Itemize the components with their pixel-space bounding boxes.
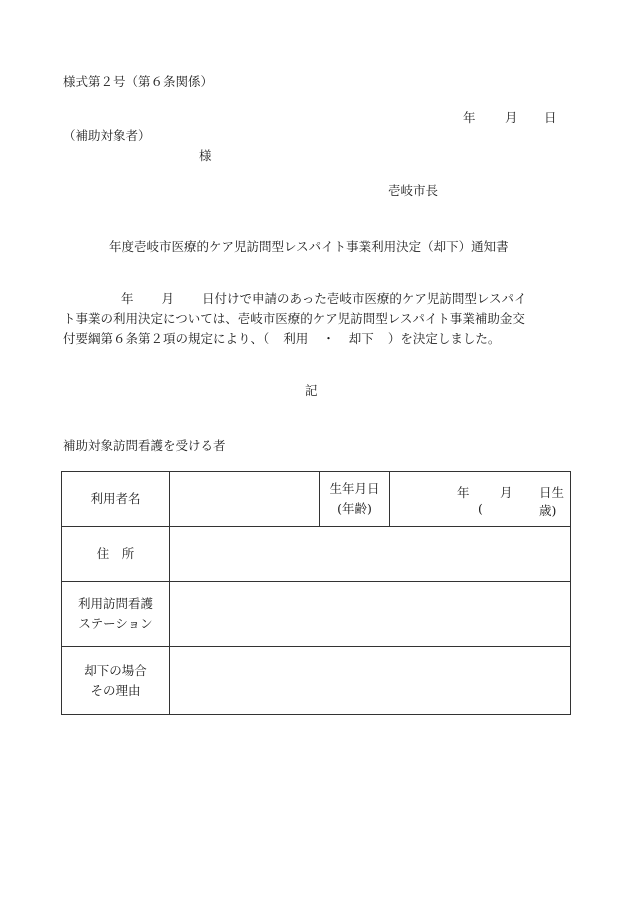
address-label: 住 所 [62,527,170,582]
age-open: ( [478,501,483,516]
date-day: 日 [544,110,557,125]
option-use: 利用 [283,331,309,346]
table-row-address [62,527,571,582]
reason-label-2: その理由 [90,682,141,698]
station-label-2: ステーション [78,616,153,631]
age-close: 歳) [539,503,557,518]
body-line-2: ト事業の利用決定については、壱岐市医療的ケア児訪問型レスパイト事業補助金交 [63,311,525,326]
birth-label-2: (年齢) [337,501,372,516]
user-name-field [170,472,320,527]
date-month: 月 [505,110,518,125]
birth-label-1: 生年月日 [329,481,380,496]
recipient-info-table [61,471,571,715]
issuer-name: 壱岐市長 [388,183,439,198]
birth-year: 年 [457,485,470,500]
table-row-station [62,582,571,647]
notice-body [63,289,563,349]
station-label-cell [62,582,170,647]
table-row-reason [62,647,571,715]
reason-label-1: 却下の場合 [84,662,147,678]
option-reject: 却下 [348,331,374,346]
birth-day: 日生 [539,485,565,500]
recipient-label: （補助対象者） [63,128,151,143]
station-field [170,582,571,647]
body-year: 年 [121,291,134,306]
option-separator: ・ [322,331,335,346]
station-label-1: 利用訪問看護 [77,596,153,611]
birth-month: 月 [500,485,513,500]
ki-heading: 記 [305,383,318,398]
body-line-3-prefix: 付要綱第６条第２項の規定により、（ [63,331,270,346]
reason-label-cell [62,647,170,715]
body-line-1-rest: 日付けで申請のあった壱岐市医療的ケア児訪問型レスパイ [202,291,527,306]
body-line-3-suffix: ）を決定しました。 [387,331,501,346]
section-label: 補助対象訪問看護を受ける者 [63,438,226,453]
address-field [170,527,571,582]
body-month: 月 [161,291,175,306]
recipient-honorific: 様 [199,148,212,163]
document-title: 年度壱岐市医療的ケア児訪問型レスパイト事業利用決定（却下）通知書 [109,239,509,254]
user-name-label: 利用者名 [62,472,170,527]
reason-field [170,647,571,715]
body-line-1 [63,289,563,309]
birth-label-cell [320,472,390,527]
body-line-3 [63,329,563,349]
date-year: 年 [463,110,476,125]
birth-field [390,472,571,527]
table-row-user [62,472,571,527]
form-number: 様式第２号（第６条関係） [63,74,214,89]
